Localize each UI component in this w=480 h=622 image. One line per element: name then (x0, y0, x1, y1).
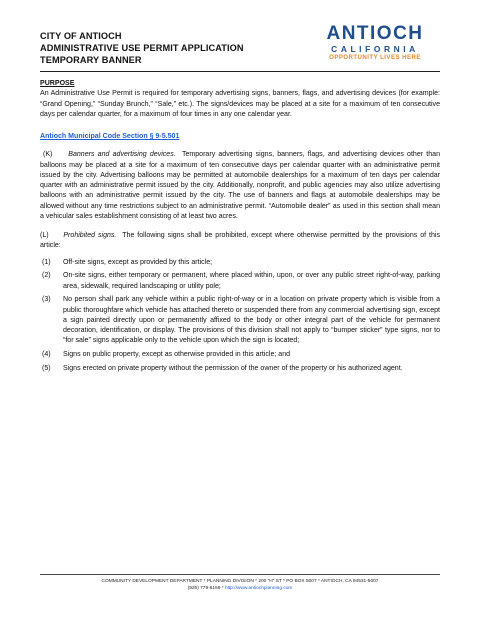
list-item-number: (1) (42, 258, 51, 266)
list-item-text: Off-site signs, except as provided by this article; (63, 258, 213, 266)
purpose-heading: PURPOSE (40, 80, 75, 87)
header-form-title: ADMINISTRATIVE USE PERMIT APPLICATION (40, 43, 244, 53)
page-footer (40, 578, 440, 592)
list-item-text: On-site signs, either temporary or permanent, where placed within, upon, or over any public street right-of-way, parking area, sidewalk, required landscaping or utility pole; (63, 272, 440, 290)
section-k-text: Temporary advertising signs, banners, flags, and advertising devices other than balloons may be placed at a site for a maximum of ten consecutive days per calendar quarter with an administrative permit issued by the city. Advertising balloons may be permitted at automobile dealerships for a maximum of ten days per calendar quarter with an administrative permit issued by the city. Additionally, nonprofit, and public agencies may also utilize advertising balloons with an administrative permit issued by the city. The use of banners and flags at automobile dealerships may be allowed without any time restrictions subject to an administrative permit. “Automobile dealer” as used in this section shall mean a vehicular sales establishment consisting of at least two acres. (40, 151, 441, 220)
list-item-number: (3) (42, 296, 51, 304)
list-item (40, 271, 440, 292)
logo-tagline: OPPORTUNITY LIVES HERE (329, 54, 421, 61)
section-k-label: (K) (43, 151, 53, 159)
list-item-text: Signs erected on private property without the permission of the owner of the property or his authorized agent. (63, 364, 403, 372)
header-subtitle: TEMPORARY BANNER (40, 55, 142, 65)
section-l-title: Prohibited signs. (63, 232, 117, 239)
footer-address: COMMUNITY DEVELOPMENT DEPARTMENT * PLANNING DIVISION * 200 “H” ST * PO BOX 5007 * ANTIOCH, CA 94531-5007 (101, 579, 379, 584)
prohibited-signs-list (40, 258, 440, 375)
list-item-text: Signs on public property, except as otherwise provided in this article; and (63, 351, 291, 358)
list-item-number: (4) (42, 351, 51, 358)
list-item-number: (5) (42, 364, 51, 372)
list-item (40, 295, 440, 346)
list-item (40, 350, 440, 360)
list-item (40, 364, 440, 374)
list-item-number: (2) (42, 272, 51, 280)
logo-wordmark: ANTIOCH (326, 23, 424, 44)
footer-divider (40, 574, 440, 575)
section-k-paragraph (40, 150, 440, 222)
antioch-logo (312, 24, 438, 62)
header-divider (40, 71, 440, 72)
section-l-paragraph (40, 231, 440, 252)
footer-phone: (925) 779-6159 * (187, 586, 225, 591)
section-k-title: Banners and advertising devices. (68, 151, 176, 159)
document-body (40, 79, 440, 378)
section-l-text: The following signs shall be prohibited, except where otherwise permitted by the provisions of this article: (40, 232, 440, 250)
header-city: CITY OF ANTIOCH (40, 31, 122, 41)
footer-website-link[interactable]: http://www.antiochplanning.com (224, 586, 293, 591)
municipal-code-link[interactable]: Antioch Municipal Code Section § 9-5.501 (40, 133, 180, 140)
section-l-label: (L) (40, 232, 49, 239)
document-header (40, 30, 244, 66)
logo-state: CALIFORNIA (331, 44, 419, 54)
footer-contact (40, 585, 440, 592)
list-item (40, 258, 440, 268)
list-item-text: No person shall park any vehicle within a public right-of-way or in a location on private property which is visible from a public thoroughfare which vehicle has attached thereto or suspended there from any commercial advertising sign, except a sign painted directly upon or permanently affixed to the body or other integral part of the vehicle for permanent decoration, identification, or display. The provisions of this division shall not apply to “bumper sticker” type signs, nor to “for sale” signs applicable only to the vehicle upon which the sign is located; (63, 296, 440, 345)
purpose-text: An Administrative Use Permit is required for temporary advertising signs, banners, flags, and advertising devices (for example: “Grand Opening,” “Sunday Brunch,” “Sale,” etc.). The signs/devices may be placed at a site for a maximum of ten consecutive days per calendar quarter, for a maximum of four times in any one calendar year. (40, 90, 440, 118)
